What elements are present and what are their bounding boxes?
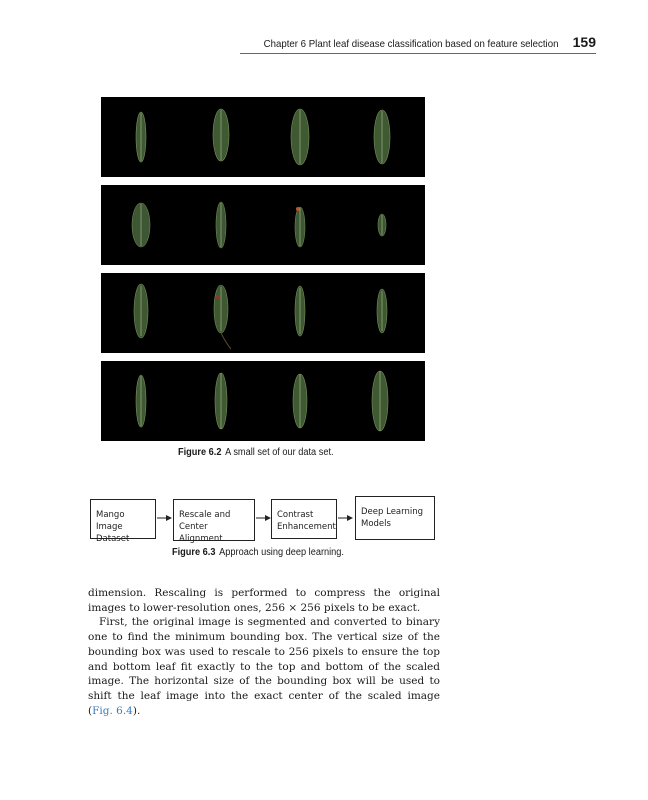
flow-arrow-1 — [157, 513, 173, 523]
paragraph-2-text: First, the original image is segmented and converted to binary one to find the minimum bounding box. The vertical size of the bounding box was used to rescale to 256 pixels to ensure the top and bottom leaf fit exactly to the top and bottom of the scaled image. The horizontal size of the bounding box will be used to shift the leaf image into the exact center of the scaled image ( — [88, 616, 440, 717]
figure-6-3-caption — [172, 547, 344, 558]
flow-step-rescale: Rescale and Center Alignment — [173, 499, 255, 541]
body-text — [88, 586, 440, 718]
flow-arrow-2 — [256, 513, 272, 523]
figure-label: Figure 6.3 — [172, 547, 216, 558]
figure-label: Figure 6.2 — [178, 447, 222, 458]
paragraph-1: dimension. Rescaling is performed to compress the original images to lower-resolution ones, 256 × 256 pixels to be exact. — [88, 587, 440, 614]
leaf-image-row-1 — [101, 97, 425, 177]
leaf-image-row-2 — [101, 185, 425, 265]
paragraph-2-end: ). — [132, 704, 141, 717]
paragraph-2 — [88, 615, 440, 718]
caption-text: Approach using deep learning. — [219, 547, 344, 558]
running-header — [230, 34, 596, 54]
chapter-title: Chapter 6 Plant leaf disease classification based on feature selection — [263, 38, 559, 50]
flow-arrow-3 — [338, 513, 354, 523]
flow-step-deep-learning: Deep Learning Models — [355, 496, 435, 540]
flow-step-dataset: Mango Image Dataset — [90, 499, 156, 539]
caption-text: A small set of our data set. — [225, 447, 334, 458]
leaf-image-row-3 — [101, 273, 425, 353]
page-number: 159 — [572, 34, 596, 50]
leaf-image-row-4 — [101, 361, 425, 441]
flow-step-contrast: Contrast Enhancement — [271, 499, 337, 539]
leaf-image — [136, 109, 390, 165]
figure-6-2-caption — [178, 447, 334, 458]
figure-reference-link[interactable]: Fig. 6.4 — [92, 704, 133, 717]
header-rule — [240, 53, 596, 54]
leaf-image-grid — [101, 97, 425, 449]
